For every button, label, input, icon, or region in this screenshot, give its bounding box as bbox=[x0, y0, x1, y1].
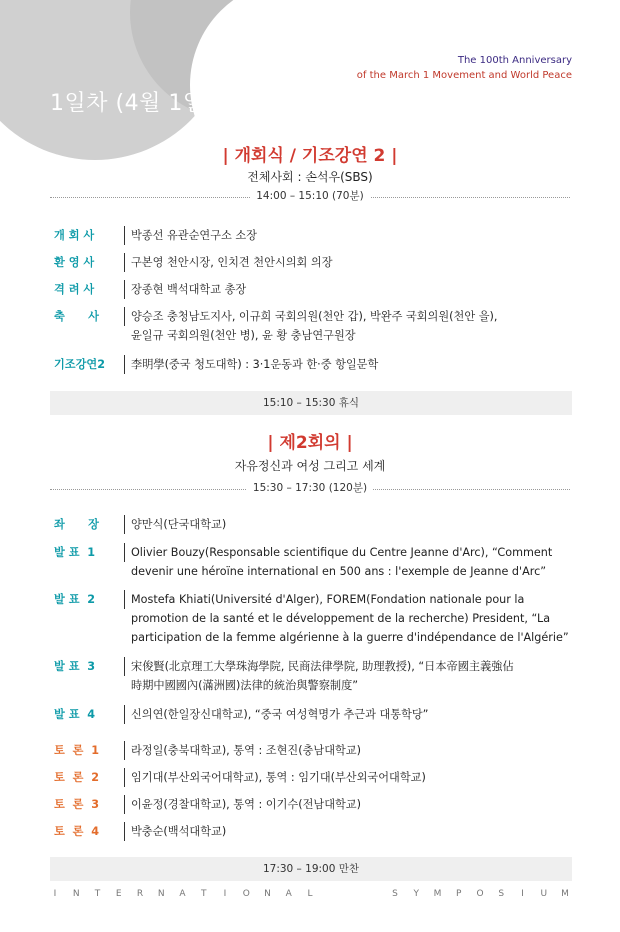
footer-letter: A bbox=[179, 889, 186, 899]
row-text: Olivier Bouzy(Responsable scientifique du Centre Jeanne d'Arc), “Comment bbox=[124, 543, 574, 562]
row-label: 토 론 3 bbox=[54, 798, 99, 811]
row-text: 이윤정(경찰대학교), 통역 : 이기수(전남대학교) bbox=[124, 795, 574, 814]
row-label: 발 표 3 bbox=[54, 660, 96, 673]
break-bar: 15:10 – 15:30 휴식 bbox=[50, 391, 572, 415]
footer-letter bbox=[369, 889, 379, 899]
session2-time: 15:30 – 17:30 (120분) bbox=[247, 482, 373, 494]
row-label: 환 영 사 bbox=[54, 256, 95, 269]
session1-time: 14:00 – 15:10 (70분) bbox=[250, 190, 369, 202]
row-text: 임기대(부산외국어대학교), 통역 : 임기대(부산외국어대학교) bbox=[124, 768, 574, 787]
session1-row bbox=[54, 307, 574, 345]
footer-letter: O bbox=[242, 889, 250, 899]
anniversary-caption bbox=[357, 53, 572, 83]
session2-theme: 자유정신과 여성 그리고 세계 bbox=[234, 459, 386, 473]
footer-letter: N bbox=[72, 889, 80, 899]
session1-row bbox=[54, 226, 574, 245]
footer-letter: R bbox=[136, 889, 144, 899]
day-title: 1일차 (4월 1일) bbox=[50, 91, 214, 116]
row-text: 신의연(한일장신대학교), “중국 여성혁명가 추근과 대통학당” bbox=[124, 705, 574, 724]
presentation-row bbox=[54, 543, 574, 581]
footer-letter: E bbox=[115, 889, 122, 899]
row-label: 발 표 4 bbox=[54, 708, 96, 721]
footer-letter: L bbox=[307, 889, 313, 899]
footer-letter: T bbox=[201, 889, 207, 899]
discussant-row bbox=[54, 768, 574, 787]
row-text: 구본영 천안시장, 인치견 천안시의회 의장 bbox=[124, 253, 574, 272]
row-text: 양승조 충청남도지사, 이규희 국회의원(천안 갑), 박완주 국회의원(천안 을), bbox=[124, 307, 574, 326]
row-label: 기조강연2 bbox=[54, 358, 106, 371]
row-label: 격 려 사 bbox=[54, 283, 95, 296]
footer-letter: I bbox=[53, 889, 57, 899]
row-text-continued: participation de la femme algérienne à la guerre d'indépendance de l'Algérie” bbox=[131, 631, 569, 644]
anniversary-line1: The 100th Anniversary bbox=[457, 55, 572, 66]
row-text-continued: 時期中國國內(滿洲國)法律的統治與警察制度” bbox=[131, 679, 359, 692]
presentation-row bbox=[54, 657, 574, 695]
presentation-row bbox=[54, 705, 574, 724]
footer-letter: U bbox=[540, 889, 548, 899]
session2-title: | 제2회의 | bbox=[267, 433, 353, 453]
session1-title: | 개회식 / 기조강연 2 | bbox=[222, 146, 398, 166]
row-text: Mostefa Khiati(Université d'Alger), FOREM(Fondation nationale pour la bbox=[124, 590, 574, 609]
footer-letter bbox=[326, 889, 336, 899]
footer-letter: O bbox=[476, 889, 484, 899]
row-label: 토 론 2 bbox=[54, 771, 99, 784]
row-text-continued: devenir une héroïne international en 500 ans : l'exemple de Jeanne d'Arc” bbox=[131, 565, 547, 578]
row-label: 발 표 1 bbox=[54, 546, 96, 559]
footer-letter: P bbox=[456, 889, 462, 899]
footer-letter: I bbox=[521, 889, 524, 899]
footer-letter: S bbox=[392, 889, 398, 899]
row-label: 토 론 4 bbox=[54, 825, 99, 838]
row-text-continued: 윤일규 국회의원(천안 병), 윤 황 충남연구원장 bbox=[131, 329, 356, 342]
row-text: 라정일(충북대학교), 통역 : 조현진(충남대학교) bbox=[124, 741, 574, 760]
footer-letter bbox=[348, 889, 358, 899]
row-text: 宋俊賢(北京理工大學珠海學院, 民商法律學院, 助理教授), “日本帝國主義強佔 bbox=[124, 657, 574, 676]
row-label: 토 론 1 bbox=[54, 744, 99, 757]
discussant-row bbox=[54, 795, 574, 814]
row-text: 양만식(단국대학교) bbox=[124, 515, 574, 534]
footer-letter: N bbox=[264, 889, 271, 899]
footer-letter: S bbox=[498, 889, 505, 899]
footer-letter: M bbox=[561, 889, 569, 899]
row-text: 박충순(백석대학교) bbox=[124, 822, 574, 841]
discussant-row bbox=[54, 741, 574, 760]
footer-letter: N bbox=[157, 889, 165, 899]
row-label: 좌 장 bbox=[54, 518, 99, 531]
session2-time-wrap bbox=[0, 480, 620, 495]
footer-symposium bbox=[50, 889, 570, 899]
presentation-row bbox=[54, 590, 574, 647]
row-label: 축 사 bbox=[54, 310, 99, 323]
discussant-row bbox=[54, 822, 574, 841]
footer-letter: I bbox=[223, 889, 227, 899]
row-text: 李明學(중국 청도대학) : 3·1운동과 한·중 항일문학 bbox=[124, 355, 574, 374]
footer-letter: A bbox=[285, 889, 292, 899]
session1-time-wrap bbox=[0, 188, 620, 203]
anniversary-line2: of the March 1 Movement and World Peace bbox=[356, 70, 572, 81]
dinner-bar: 17:30 – 19:00 만찬 bbox=[50, 857, 572, 881]
session1-row bbox=[54, 355, 574, 374]
chair-row bbox=[54, 515, 574, 534]
session1-host: 전체사회 : 손석우(SBS) bbox=[247, 170, 373, 184]
row-text-continued: promotion de la santé et le développement de la recherche) President, “La bbox=[131, 612, 551, 625]
row-text: 박종선 유관순연구소 소장 bbox=[124, 226, 574, 245]
footer-letter: Y bbox=[413, 889, 419, 899]
footer-letter: T bbox=[94, 889, 101, 899]
footer-letter: M bbox=[433, 889, 442, 899]
row-text: 장종현 백석대학교 총장 bbox=[124, 280, 574, 299]
row-label: 발 표 2 bbox=[54, 593, 96, 606]
row-label: 개 회 사 bbox=[54, 229, 95, 242]
session1-row bbox=[54, 280, 574, 299]
session1-row bbox=[54, 253, 574, 272]
